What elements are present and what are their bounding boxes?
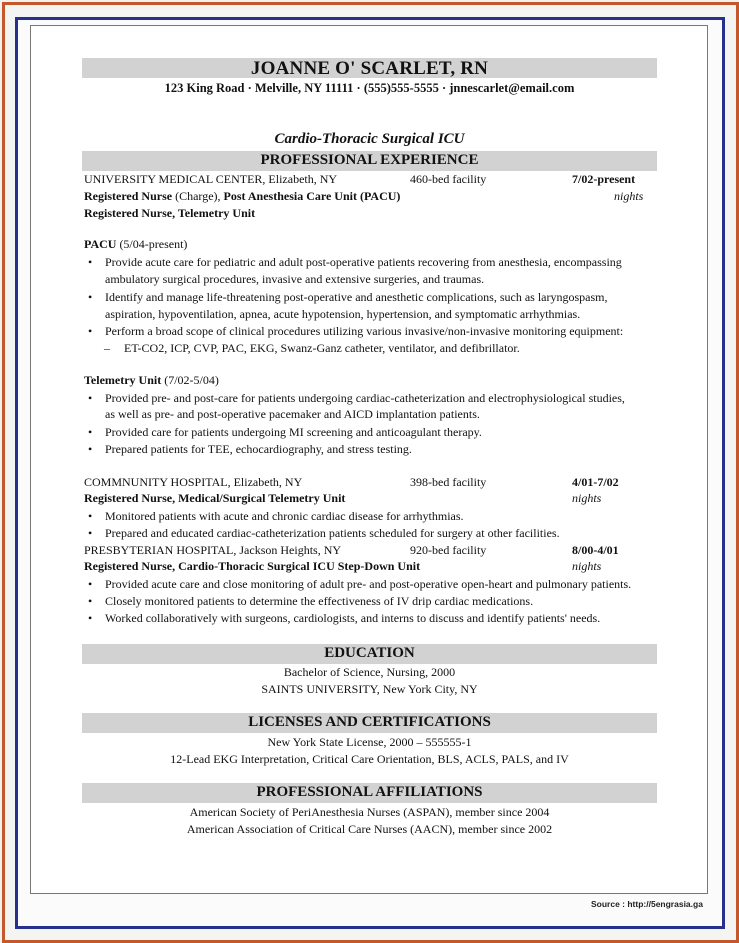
education-heading: EDUCATION (324, 645, 415, 661)
list-item: Provided care for patients undergoing MI screening and anticoagulant therapy. (105, 425, 482, 439)
bullet-mark: • (88, 425, 93, 439)
job3-shift: nights (572, 559, 602, 573)
list-item: ambulatory surgical procedures, invasive and extensive surgeries, and traumas. (105, 272, 485, 286)
list-item: Provided acute care and close monitoring of adult pre- and post-operative open-heart and pulmonary patients. (105, 577, 632, 591)
career-focus: Cardio-Thoracic Surgical ICU (274, 131, 465, 147)
bullet-mark: • (88, 509, 93, 523)
job1-title1-paren: (Charge), (172, 189, 224, 203)
source-credit: Source : http://5engrasia.ga (591, 899, 703, 909)
job1-employer: UNIVERSITY MEDICAL CENTER, Elizabeth, NY (84, 172, 338, 186)
contact-line: 123 King Road · Melville, NY 11111 · (555)555-5555 · jnnescarlet@email.com (164, 81, 575, 95)
list-item: Worked collaboratively with surgeons, cardiologists, and interns to discuss and identify patients' needs. (105, 611, 601, 625)
job2-dates: 4/01-7/02 (572, 475, 619, 489)
licenses-heading: LICENSES AND CERTIFICATIONS (248, 714, 491, 730)
unit-pacu-heading (84, 237, 187, 252)
license-line: New York State License, 2000 – 555555-1 (267, 735, 472, 749)
list-item: aspiration, hypoventilation, apnea, acute hypotension, hypertension, and symptomatic arrhythmias. (105, 307, 581, 321)
job1-facility: 460-bed facility (410, 172, 487, 186)
job3-dates: 8/00-4/01 (572, 543, 619, 557)
job1-title1-rest: Post Anesthesia Care Unit (PACU) (223, 189, 401, 203)
bullet-mark: • (88, 526, 93, 540)
bullet-mark: • (88, 577, 93, 591)
job1-title1 (84, 189, 400, 204)
affiliations-heading: PROFESSIONAL AFFILIATIONS (256, 784, 483, 800)
list-item: Identify and manage life-threatening post-operative and anesthetic complications, such as laryngospasm, (105, 290, 608, 304)
license-line: 12-Lead EKG Interpretation, Critical Care Orientation, BLS, ACLS, PALS, and IV (170, 752, 569, 766)
affiliation-line: American Society of PeriAnesthesia Nurses (ASPAN), member since 2004 (189, 805, 550, 819)
list-item: Provided pre- and post-care for patients undergoing cardiac-catheterization and electrophysiological studies, (105, 391, 625, 405)
list-item: Provide acute care for pediatric and adult post-operative patients recovering from anesthesia, encompassing (105, 255, 622, 269)
bullet-mark: • (88, 255, 93, 269)
bullet-mark: • (88, 391, 93, 405)
dash-mark: – (104, 341, 110, 355)
unit-telemetry-period: (7/02-5/04) (161, 373, 219, 387)
list-item: Closely monitored patients to determine the effectiveness of IV drip cardiac medications. (105, 594, 534, 608)
unit-pacu-period: (5/04-present) (116, 237, 188, 251)
bullet-mark: • (88, 611, 93, 625)
job1-shift: nights (614, 189, 644, 203)
unit-telemetry-heading (84, 373, 219, 388)
job3-employer: PRESBYTERIAN HOSPITAL, Jackson Heights, NY (84, 543, 342, 557)
list-item: Perform a broad scope of clinical procedures utilizing various invasive/non-invasive monitoring equipment: (105, 324, 624, 338)
education-line: SAINTS UNIVERSITY, New York City, NY (261, 682, 478, 696)
list-item: Prepared and educated cardiac-catheterization patients scheduled for surgery at other facilities. (105, 526, 560, 540)
bullet-mark: • (88, 324, 93, 338)
list-item: as well as pre- and post-operative pacemaker and AICD implantation patients. (105, 407, 480, 421)
bullet-mark: • (88, 594, 93, 608)
candidate-name: JOANNE O' SCARLET, RN (250, 58, 489, 79)
job2-facility: 398-bed facility (410, 475, 487, 489)
unit-telemetry-name: Telemetry Unit (84, 373, 162, 387)
education-line: Bachelor of Science, Nursing, 2000 (283, 665, 456, 679)
job2-employer: COMMNUNITY HOSPITAL, Elizabeth, NY (84, 475, 303, 489)
job2-shift: nights (572, 491, 602, 505)
job2-title: Registered Nurse, Medical/Surgical Telemetry Unit (84, 491, 346, 505)
experience-heading: PROFESSIONAL EXPERIENCE (260, 152, 479, 168)
list-item: ET-CO2, ICP, CVP, PAC, EKG, Swanz-Ganz catheter, ventilator, and defibrillator. (124, 341, 520, 355)
job3-facility: 920-bed facility (410, 543, 487, 557)
list-item: Prepared patients for TEE, echocardiography, and stress testing. (105, 442, 412, 456)
job1-title2: Registered Nurse, Telemetry Unit (84, 206, 256, 220)
job1-title1-bold: Registered Nurse (84, 189, 173, 203)
affiliation-line: American Association of Critical Care Nurses (AACN), member since 2002 (186, 822, 553, 836)
unit-pacu-name: PACU (84, 237, 117, 251)
bullet-mark: • (88, 442, 93, 456)
list-item: Monitored patients with acute and chronic cardiac disease for arrhythmias. (105, 509, 464, 523)
job1-dates: 7/02-present (572, 172, 636, 186)
bullet-mark: • (88, 290, 93, 304)
job3-title: Registered Nurse, Cardio-Thoracic Surgical ICU Step-Down Unit (84, 559, 421, 573)
